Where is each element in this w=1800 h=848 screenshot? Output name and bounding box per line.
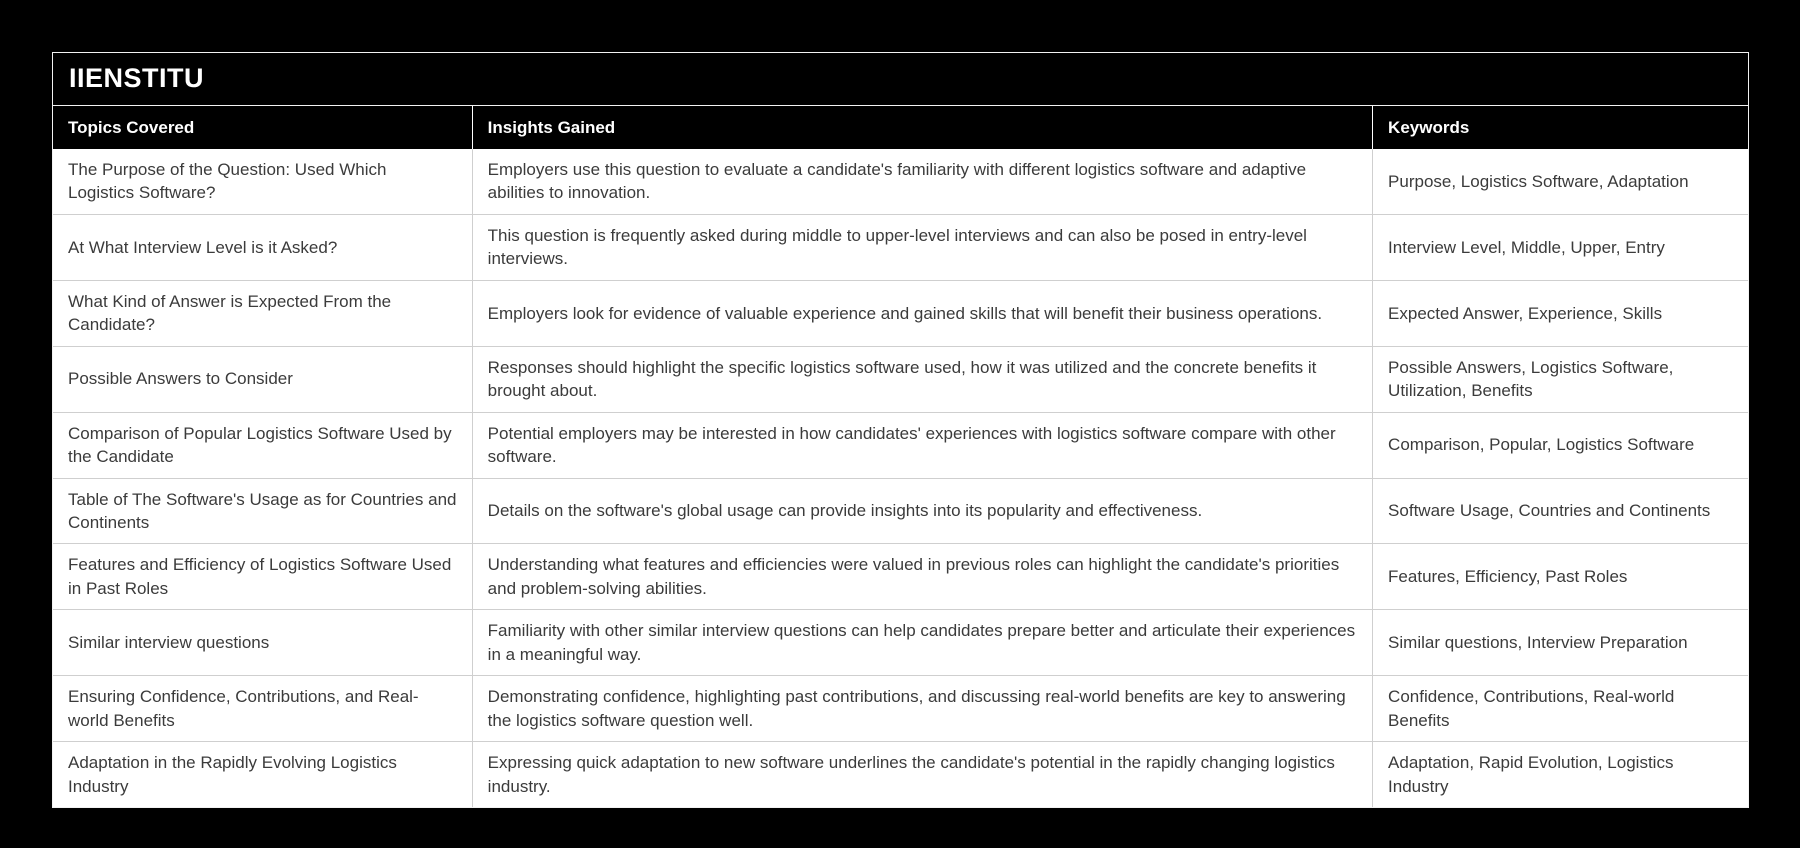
topic-cell: At What Interview Level is it Asked?	[53, 214, 472, 280]
insight-cell: Familiarity with other similar interview questions can help candidates prepare better and articulate their experiences in a meaningful way.	[472, 610, 1372, 676]
keywords-cell: Software Usage, Countries and Continents	[1373, 478, 1748, 544]
keywords-cell: Expected Answer, Experience, Skills	[1373, 280, 1748, 346]
keywords-cell: Possible Answers, Logistics Software, Utilization, Benefits	[1373, 346, 1748, 412]
report-table-card	[52, 52, 1749, 808]
insight-cell: Details on the software's global usage can provide insights into its popularity and effectiveness.	[472, 478, 1372, 544]
insight-cell: Responses should highlight the specific logistics software used, how it was utilized and the concrete benefits it brought about.	[472, 346, 1372, 412]
topic-cell: Ensuring Confidence, Contributions, and Real-world Benefits	[53, 676, 472, 742]
insight-cell: Expressing quick adaptation to new software underlines the candidate's potential in the rapidly changing logistics industry.	[472, 742, 1372, 807]
keywords-cell: Adaptation, Rapid Evolution, Logistics Industry	[1373, 742, 1748, 807]
topic-cell: Features and Efficiency of Logistics Software Used in Past Roles	[53, 544, 472, 610]
brand-title: IIENSTITU	[53, 53, 1748, 106]
keywords-cell: Interview Level, Middle, Upper, Entry	[1373, 214, 1748, 280]
table-row	[53, 412, 1748, 478]
topic-cell: Adaptation in the Rapidly Evolving Logistics Industry	[53, 742, 472, 807]
insight-cell: Demonstrating confidence, highlighting past contributions, and discussing real-world benefits are key to answering the logistics software question well.	[472, 676, 1372, 742]
topic-cell: Similar interview questions	[53, 610, 472, 676]
table-row	[53, 544, 1748, 610]
keywords-cell: Confidence, Contributions, Real-world Benefits	[1373, 676, 1748, 742]
table-row	[53, 214, 1748, 280]
column-header-insights-gained: Insights Gained	[472, 106, 1372, 149]
topic-cell: Possible Answers to Consider	[53, 346, 472, 412]
topic-cell: What Kind of Answer is Expected From the Candidate?	[53, 280, 472, 346]
insight-cell: Employers look for evidence of valuable experience and gained skills that will benefit their business operations.	[472, 280, 1372, 346]
keywords-cell: Features, Efficiency, Past Roles	[1373, 544, 1748, 610]
insight-cell: Potential employers may be interested in how candidates' experiences with logistics software compare with other software.	[472, 412, 1372, 478]
topic-cell: The Purpose of the Question: Used Which Logistics Software?	[53, 149, 472, 214]
keywords-cell: Purpose, Logistics Software, Adaptation	[1373, 149, 1748, 214]
topic-cell: Table of The Software's Usage as for Countries and Continents	[53, 478, 472, 544]
table-row	[53, 346, 1748, 412]
insight-cell: Understanding what features and efficiencies were valued in previous roles can highlight the candidate's priorities and problem-solving abilities.	[472, 544, 1372, 610]
keywords-cell: Similar questions, Interview Preparation	[1373, 610, 1748, 676]
table-row	[53, 610, 1748, 676]
keywords-cell: Comparison, Popular, Logistics Software	[1373, 412, 1748, 478]
table-row	[53, 149, 1748, 214]
table-row	[53, 742, 1748, 807]
column-header-topics-covered: Topics Covered	[53, 106, 472, 149]
insight-cell: This question is frequently asked during middle to upper-level interviews and can also be posed in entry-level interviews.	[472, 214, 1372, 280]
table-row	[53, 280, 1748, 346]
table-row	[53, 478, 1748, 544]
topics-insights-keywords-table	[53, 106, 1748, 807]
insight-cell: Employers use this question to evaluate a candidate's familiarity with different logistics software and adaptive abilities to innovation.	[472, 149, 1372, 214]
column-header-keywords: Keywords	[1373, 106, 1748, 149]
table-row	[53, 676, 1748, 742]
topic-cell: Comparison of Popular Logistics Software Used by the Candidate	[53, 412, 472, 478]
table-header-row	[53, 106, 1748, 149]
